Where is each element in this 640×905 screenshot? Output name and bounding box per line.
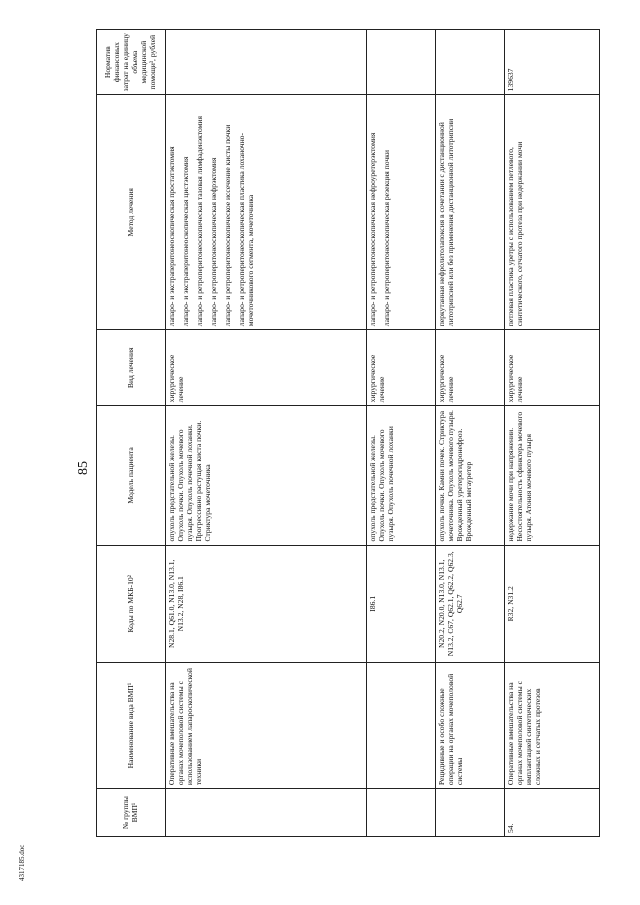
table-row — [505, 30, 600, 837]
cell-treatment-methods — [436, 95, 505, 330]
header-group-number: № группы ВМП¹ — [97, 789, 166, 837]
cell-treatment-type: хирургическое лечение — [166, 330, 367, 406]
cell-treatment-methods — [166, 95, 367, 330]
cell-number — [166, 789, 367, 837]
method-item: лапаро- и экстраперитонеоскопическая простатэктомия — [167, 146, 176, 327]
method-item: лапаро- и ретроперитонеоскопическая нефроуретерэктомия — [368, 132, 377, 327]
cell-vmp-name — [367, 663, 436, 789]
cell-vmp-name: Оперативные вмешательства на органах мочеполовой системы с имплантацией синтетических сложных и сетчатых протезов — [505, 663, 600, 789]
cell-cost — [436, 30, 505, 95]
header-treatment-type: Вид лечения — [97, 330, 166, 406]
table-row — [367, 30, 436, 837]
method-item: лапаро- и ретроперитонеоскопическое иссечение кисты почки — [222, 124, 232, 327]
cell-patient-model: опухоль предстательной железы. Опухоль почки. Опухоль мочевого пузыря. Опухоль почечной лоханки. Прогрессивно растущая киста почки. Стриктура мочеточника — [166, 406, 367, 545]
cell-vmp-name: Рецидивные и особо сложные операции на органах мочеполовой системы — [436, 663, 505, 789]
page-number: 85 — [76, 461, 91, 475]
method-item: лапаро- и экстраперитонеоскопическая цистэктомия — [180, 156, 190, 327]
header-icd-codes: Коды по МКБ-10² — [97, 545, 166, 662]
cell-patient-model: опухоль почки. Камни почек. Стриктура мочеточника. Опухоль мочевого пузыря. Врожденный уретерогидронефроз. Врожденный мегауретер — [436, 406, 505, 545]
cell-treatment-type: хирургическое лечение — [367, 330, 436, 406]
cell-number: 54. — [505, 789, 600, 837]
method-item: лапаро- и ретроперитонеоскопическая резекция почки — [381, 150, 391, 327]
document-footer: 4317185.doc — [18, 844, 26, 881]
method-item: лапаро- и ретроперитонеоскопическая тазовая лимфаденэктомия — [194, 116, 204, 327]
cell-cost — [166, 30, 367, 95]
method-item: петлевая пластика уретры с использованием петлевого, синтетического, сетчатого протеза при недержании мочи — [506, 141, 524, 327]
cell-treatment-type: хирургическое лечение — [436, 330, 505, 406]
method-item: лапаро- и ретроперитонеоскопическая нефрэктомия — [208, 157, 218, 327]
header-cost-norm: Норматив финансовых затрат на единицу объема медицинской помощи³, рублей — [97, 30, 166, 95]
cell-number — [436, 789, 505, 837]
cell-icd-codes: I86.1 — [367, 545, 436, 662]
method-item: перкутанная нефролитолапоксия в сочетании с дистанционной литотрипсией или без применения дистанционной литотрипсии — [437, 118, 455, 327]
table-row — [166, 30, 367, 837]
method-item: лапаро- и ретроперитонеоскопическая пластика лоханочно-мочеточникового сегмента, мочеточника — [236, 132, 255, 327]
table-row — [436, 30, 505, 837]
cell-patient-model: недержание мочи при напряжении. Несостоятельность сфинктера мочевого пузыря. Атония мочевого пузыря — [505, 406, 600, 545]
cell-icd-codes: N20.2, N20.0, N13.0, N13.1, N13.2, C67, Q62.1, Q62.2, Q62.3, Q62.7 — [436, 545, 505, 662]
cell-vmp-name: Оперативные вмешательства на органах мочеполовой системы с использованием лапароскопической техники — [166, 663, 367, 789]
cell-cost: 139637 — [505, 30, 600, 95]
cell-treatment-methods — [367, 95, 436, 330]
vmp-table — [96, 29, 600, 837]
cell-icd-codes: R32, N31.2 — [505, 545, 600, 662]
cell-treatment-methods — [505, 95, 600, 330]
cell-icd-codes: N28.1, Q61.0, N13.0, N13.1, N13.2, N28, I86.1 — [166, 545, 367, 662]
cell-cost — [367, 30, 436, 95]
cell-treatment-type: хирургическое лечение — [505, 330, 600, 406]
cell-number — [367, 789, 436, 837]
header-vmp-type: Наименование вида ВМП¹ — [97, 663, 166, 789]
table-header-row — [97, 30, 166, 837]
header-treatment-method: Метод лечения — [97, 95, 166, 330]
cell-patient-model: опухоль предстательной железы. Опухоль почки. Опухоль мочевого пузыря. Опухоль почечной лоханки — [367, 406, 436, 545]
header-patient-model: Модель пациента — [97, 406, 166, 545]
